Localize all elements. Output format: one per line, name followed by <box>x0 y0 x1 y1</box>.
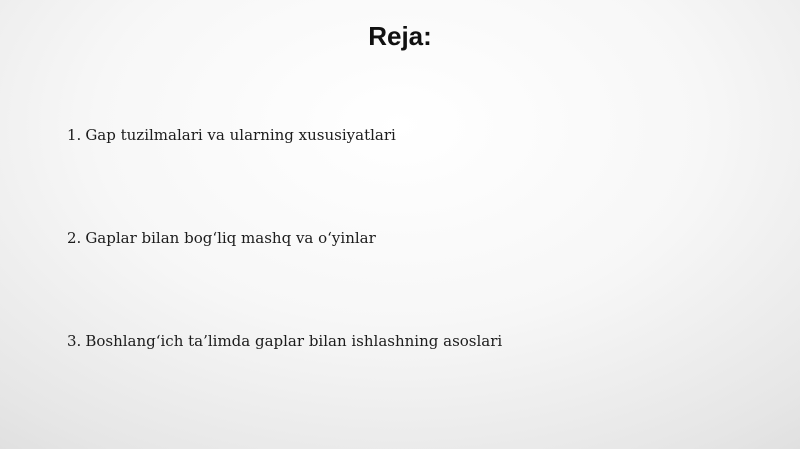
plan-item-text: Boshlang‘ich ta’limda gaplar bilan ishlashning asoslari <box>85 332 503 350</box>
plan-item-number: 3. <box>67 332 82 350</box>
plan-item <box>67 228 376 248</box>
plan-item-text: Gap tuzilmalari va ularning xususiyatlari <box>85 126 396 144</box>
slide-title: Reja: <box>368 21 432 51</box>
plan-item <box>67 125 396 145</box>
plan-item <box>67 331 502 351</box>
plan-item-number: 1. <box>67 126 82 144</box>
plan-item-text: Gaplar bilan bog‘liq mashq va o‘yinlar <box>85 229 376 247</box>
plan-item-number: 2. <box>67 229 82 247</box>
